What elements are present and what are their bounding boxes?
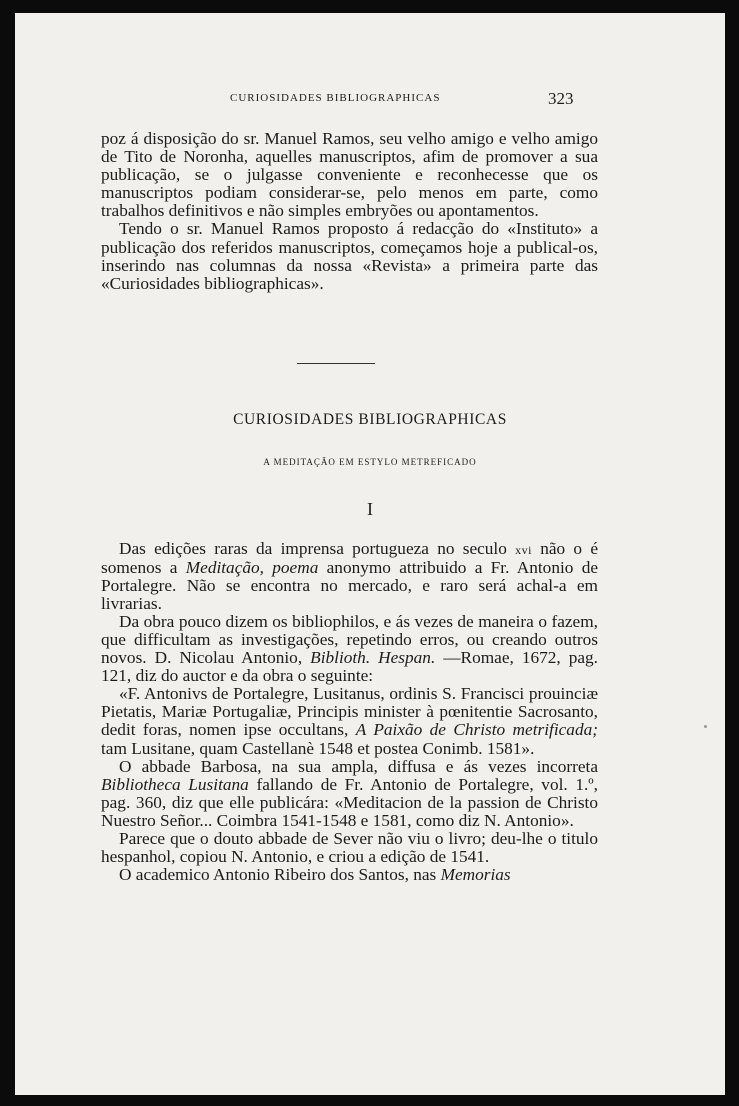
text-run: não o é somenos a (101, 539, 598, 578)
running-header (15, 89, 725, 109)
book-page (15, 13, 725, 1095)
section-subtitle: A MEDITAÇÃO EM ESTYLO METREFICADO (263, 457, 477, 467)
section-divider (297, 363, 375, 364)
work-title: Bibliotheca Lusitana (101, 774, 249, 794)
work-title: Meditação, poema (185, 558, 319, 578)
text-run: tam Lusitane, quam Castellanè 1548 et postea Conimb. 1581». (101, 738, 535, 758)
page-number: 323 (548, 89, 574, 108)
body-paragraph-2 (101, 613, 598, 685)
text-run: —Romae, 1672, pag. 121, diz do auctor e da obra o seguinte: (101, 648, 598, 686)
intro-text (101, 130, 598, 293)
body-paragraph-3 (101, 685, 598, 757)
text-run: O academico Antonio Ribeiro dos Santos, nas (119, 864, 441, 884)
body-text (101, 540, 598, 884)
running-title: CURIOSIDADES BIBLIOGRAPHICAS (230, 92, 441, 104)
intro-paragraph-1: poz á disposição do sr. Manuel Ramos, seu velho amigo e velho amigo de Tito de Noronha, aquelles manuscriptos, afim de promover a sua publicação, se o julgasse conveniente e reconhecesse que os manuscriptos podiam considerar-se, pelo menos em parte, como trabalhos definitivos e não simples embryões ou apontamentos. (101, 129, 598, 221)
work-title: Memorias (440, 864, 511, 884)
text-run: Das edições raras da imprensa portugueza no seculo (119, 539, 516, 558)
work-title: A Paixão de Christo metrificada; (355, 720, 598, 740)
text-run: O abbade Barbosa, na sua ampla, diffusa e ás vezes incorreta (119, 756, 598, 776)
body-paragraph-1 (101, 540, 598, 613)
section-title: CURIOSIDADES BIBLIOGRAPHICAS (233, 411, 507, 428)
chapter-numeral: I (367, 499, 373, 519)
intro-paragraph-2: Tendo o sr. Manuel Ramos proposto á redacção do «Instituto» a publicação dos referidos manuscriptos, começamos hoje a publical-os, inserindo nas columnas da nossa «Revista» a primeira parte das «Curiosidades bibliographicas». (101, 219, 598, 293)
text-run: Da obra pouco dizem os bibliophilos, e ás vezes de maneira o fazem, que difficultam as investigações, repetindo erros, ou creando outros novos. D. Nicolau Antonio, (101, 612, 598, 668)
century-numeral: xvi (515, 543, 532, 557)
text-run: anonymo attribuido a Fr. Antonio de Portalegre. Não se encontra no mercado, e raro será achal-a em livrarias. (101, 558, 599, 614)
body-paragraph-4 (101, 758, 598, 830)
work-title: Biblioth. Hespan. (310, 648, 436, 668)
body-paragraph-6 (101, 866, 598, 884)
body-paragraph-5: Parece que o douto abbade de Sever não viu o livro; deu-lhe o titulo hespanhol, copiou N. Antonio, e criou a edição de 1541. (101, 828, 598, 866)
paper-speck (704, 725, 707, 728)
text-run: fallando de Fr. Antonio de Portalegre, vol. 1.º, pag. 360, diz que elle publicára: «Meditacion de la passion de Christo Nuestro Señor... Coimbra 1541-1548 e 1581, como diz N. Antonio». (101, 774, 598, 830)
text-run: «F. Antonivs de Portalegre, Lusitanus, ordinis S. Francisci prouinciæ Pietatis, Mariæ Portugaliæ, Principis minister à pœnitentie Sacrosanto, dedit foras, nomen ipse occultans, (101, 684, 598, 740)
